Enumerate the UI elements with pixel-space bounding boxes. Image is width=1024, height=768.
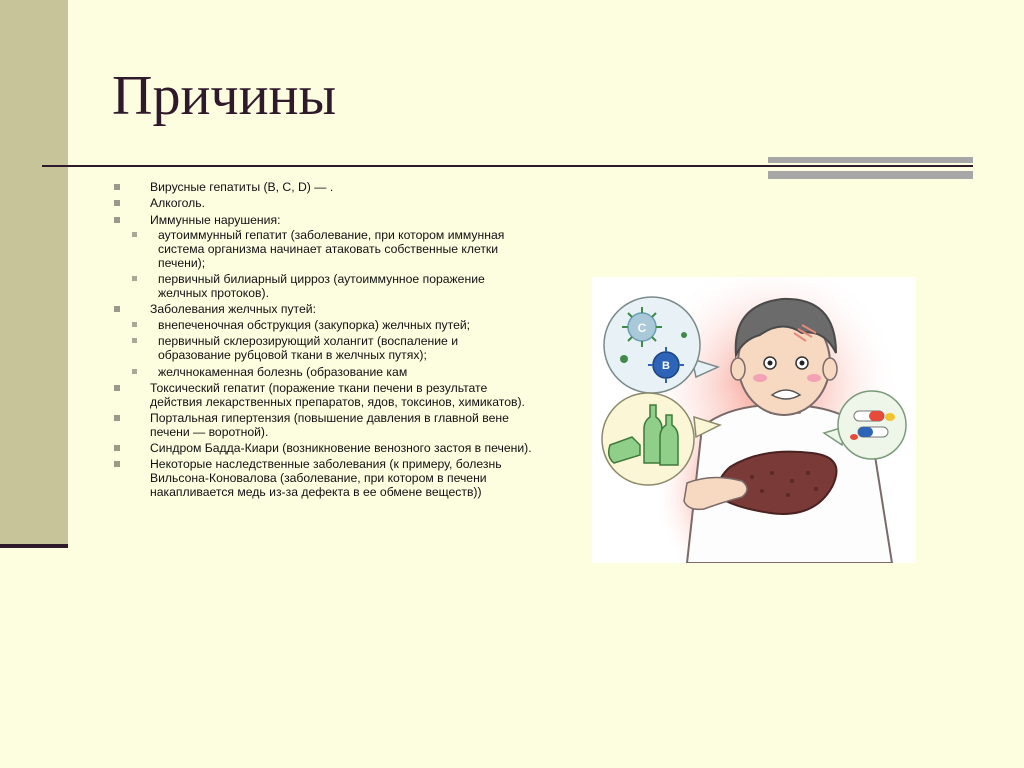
sub-list-item-text: первичный билиарный цирроз (аутоиммунное поражение желчных протоков). (158, 272, 485, 301)
small-virus-dot (681, 332, 687, 338)
square-bullet-icon (114, 461, 120, 467)
square-bullet-icon (132, 276, 137, 281)
virus-b-label: B (662, 360, 670, 372)
list-item (112, 181, 532, 195)
right-cheek (807, 374, 821, 382)
page-title: Причины (112, 65, 337, 127)
sub-list-item-text: внепеченочная обструкция (закупорка) желчных путей; (158, 318, 471, 333)
small-virus-dot (620, 355, 628, 363)
virus-c-label: C (637, 321, 647, 335)
sub-list-item-text: аутоиммунный гепатит (заболевание, при котором иммунная система организма начинает атаковать собственные клетки печени); (158, 228, 505, 270)
list-item-text: Иммунные нарушения: (150, 212, 281, 227)
square-bullet-icon (114, 445, 120, 451)
left-cheek (753, 374, 767, 382)
square-bullet-icon (114, 415, 120, 421)
pills-bubble (838, 391, 906, 459)
square-bullet-icon (132, 322, 137, 327)
list-item (112, 382, 532, 410)
square-bullet-icon (114, 385, 120, 391)
list-item (112, 303, 532, 379)
square-bullet-icon (114, 184, 120, 190)
right-ear (823, 358, 837, 380)
square-bullet-icon (114, 200, 120, 206)
sidebar-band (0, 0, 68, 548)
list-item (112, 442, 532, 456)
square-bullet-icon (132, 369, 137, 374)
title-divider (42, 165, 973, 167)
accent-bar-bottom (768, 171, 973, 179)
sub-list-item-text: желчнокаменная болезнь (образование кам (158, 364, 408, 379)
square-bullet-icon (132, 338, 137, 343)
list-item (112, 197, 532, 211)
list-item-text: Токсический гепатит (поражение ткани печени в результате действия лекарственных препаратов, ядов, токсинов, химикатов). (150, 380, 525, 409)
list-item-text: Портальная гипертензия (повышение давления в главной вене печени — воротной). (150, 410, 509, 439)
liver-disease-illustration (592, 277, 916, 563)
sidebar-divider (0, 544, 68, 548)
sub-list-item-text: первичный склерозирующий холангит (воспаление и образование рубцовой ткани в желчных путях); (158, 334, 458, 363)
virus-bubble (604, 297, 700, 393)
square-bullet-icon (132, 232, 137, 237)
sub-list-item (112, 335, 532, 363)
list-item-text: Некоторые наследственные заболевания (к примеру, болезнь Вильсона-Коновалова (заболевание, при котором в печени накапливается медь из-за дефекта в ее обмене веществ)) (150, 457, 502, 499)
sub-list-item (112, 366, 532, 380)
left-pupil (768, 361, 773, 366)
square-bullet-icon (114, 306, 120, 312)
list-item (112, 458, 532, 499)
accent-bar-top (768, 157, 973, 163)
list-item-text: Алкоголь. (150, 196, 206, 211)
bullet-list (112, 181, 532, 502)
list-item-text: Вирусные гепатиты (B, C, D) — . (150, 180, 334, 194)
list-item (112, 214, 532, 301)
list-item-text: Заболевания желчных путей: (150, 302, 316, 317)
list-item (112, 412, 532, 440)
left-ear (731, 358, 745, 380)
sub-list-item (112, 229, 532, 270)
list-item-text: Синдром Бадда-Киари (возникновение венозного застоя в печени). (150, 441, 532, 456)
sub-list-item (112, 273, 532, 301)
square-bullet-icon (114, 217, 120, 223)
virus-c-icon (622, 307, 662, 347)
sub-list-item (112, 319, 532, 333)
right-pupil (800, 361, 805, 366)
